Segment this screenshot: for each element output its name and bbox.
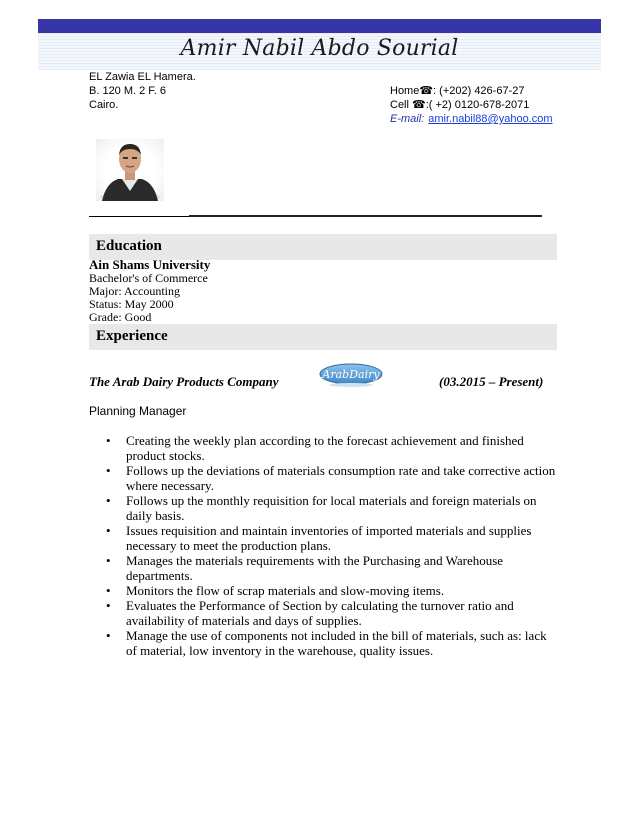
divider-line	[189, 215, 542, 217]
email-label: E-mail:	[390, 113, 425, 125]
responsibilities-list	[106, 433, 558, 658]
list-item: • Monitors the flow of scrap materials and slow-moving items.	[106, 583, 558, 598]
address-line-2: B. 120 M. 2 F. 6	[89, 85, 167, 97]
list-item: • Follows up the deviations of materials consumption rate and take corrective action where necessary.	[106, 463, 558, 493]
experience-heading: Experience	[96, 328, 168, 344]
candidate-name: Amir Nabil Abdo Sourial	[180, 36, 459, 61]
profile-photo	[96, 139, 164, 201]
email-row	[390, 112, 553, 126]
email-link[interactable]: amir.nabil88@yahoo.com	[428, 113, 553, 125]
address-line-1: EL Zawia EL Hamera.	[89, 71, 196, 83]
home-phone-label: Home	[390, 85, 420, 97]
list-item: • Manages the materials requirements with the Purchasing and Warehouse departments.	[106, 553, 558, 583]
education-grade: Grade: Good	[89, 310, 152, 324]
cell-phone-label: Cell	[390, 99, 413, 111]
phone-icon: ☎	[412, 99, 426, 111]
cell-phone-value: :( +2) 0120-678-2071	[425, 99, 530, 111]
education-university: Ain Shams University	[89, 257, 211, 272]
phone-icon: ☎	[419, 85, 434, 97]
education-major: Major: Accounting	[89, 284, 180, 298]
address-line-3: Cairo.	[89, 99, 119, 111]
cell-phone	[390, 98, 529, 112]
list-item: • Manage the use of components not included in the bill of materials, such as: lack of material, low inventory in the warehouse, quality issues.	[106, 628, 558, 658]
list-item: • Follows up the monthly requisition for local materials and foreign materials on daily basis.	[106, 493, 558, 523]
job-title: Planning Manager	[89, 404, 187, 418]
company-logo	[318, 362, 384, 388]
education-status: Status: May 2000	[89, 297, 174, 311]
header-top-bar	[38, 19, 601, 33]
education-heading: Education	[96, 238, 162, 254]
home-phone	[390, 84, 524, 98]
education-degree: Bachelor's of Commerce	[89, 271, 208, 285]
divider-line	[89, 216, 189, 217]
company-logo-text: ArabDairy	[322, 368, 380, 381]
company-name: The Arab Dairy Products Company	[89, 374, 279, 389]
list-item: • Evaluates the Performance of Section by calculating the turnover ratio and availability of materials and days of supplies.	[106, 598, 558, 628]
list-item: • Issues requisition and maintain inventories of imported materials and supplies necessary to meet the production plans.	[106, 523, 558, 553]
home-phone-value: : (+202) 426-67-27	[433, 85, 525, 97]
list-item: • Creating the weekly plan according to the forecast achievement and finished product stocks.	[106, 433, 558, 463]
employment-dates: (03.2015 – Present)	[439, 374, 544, 389]
